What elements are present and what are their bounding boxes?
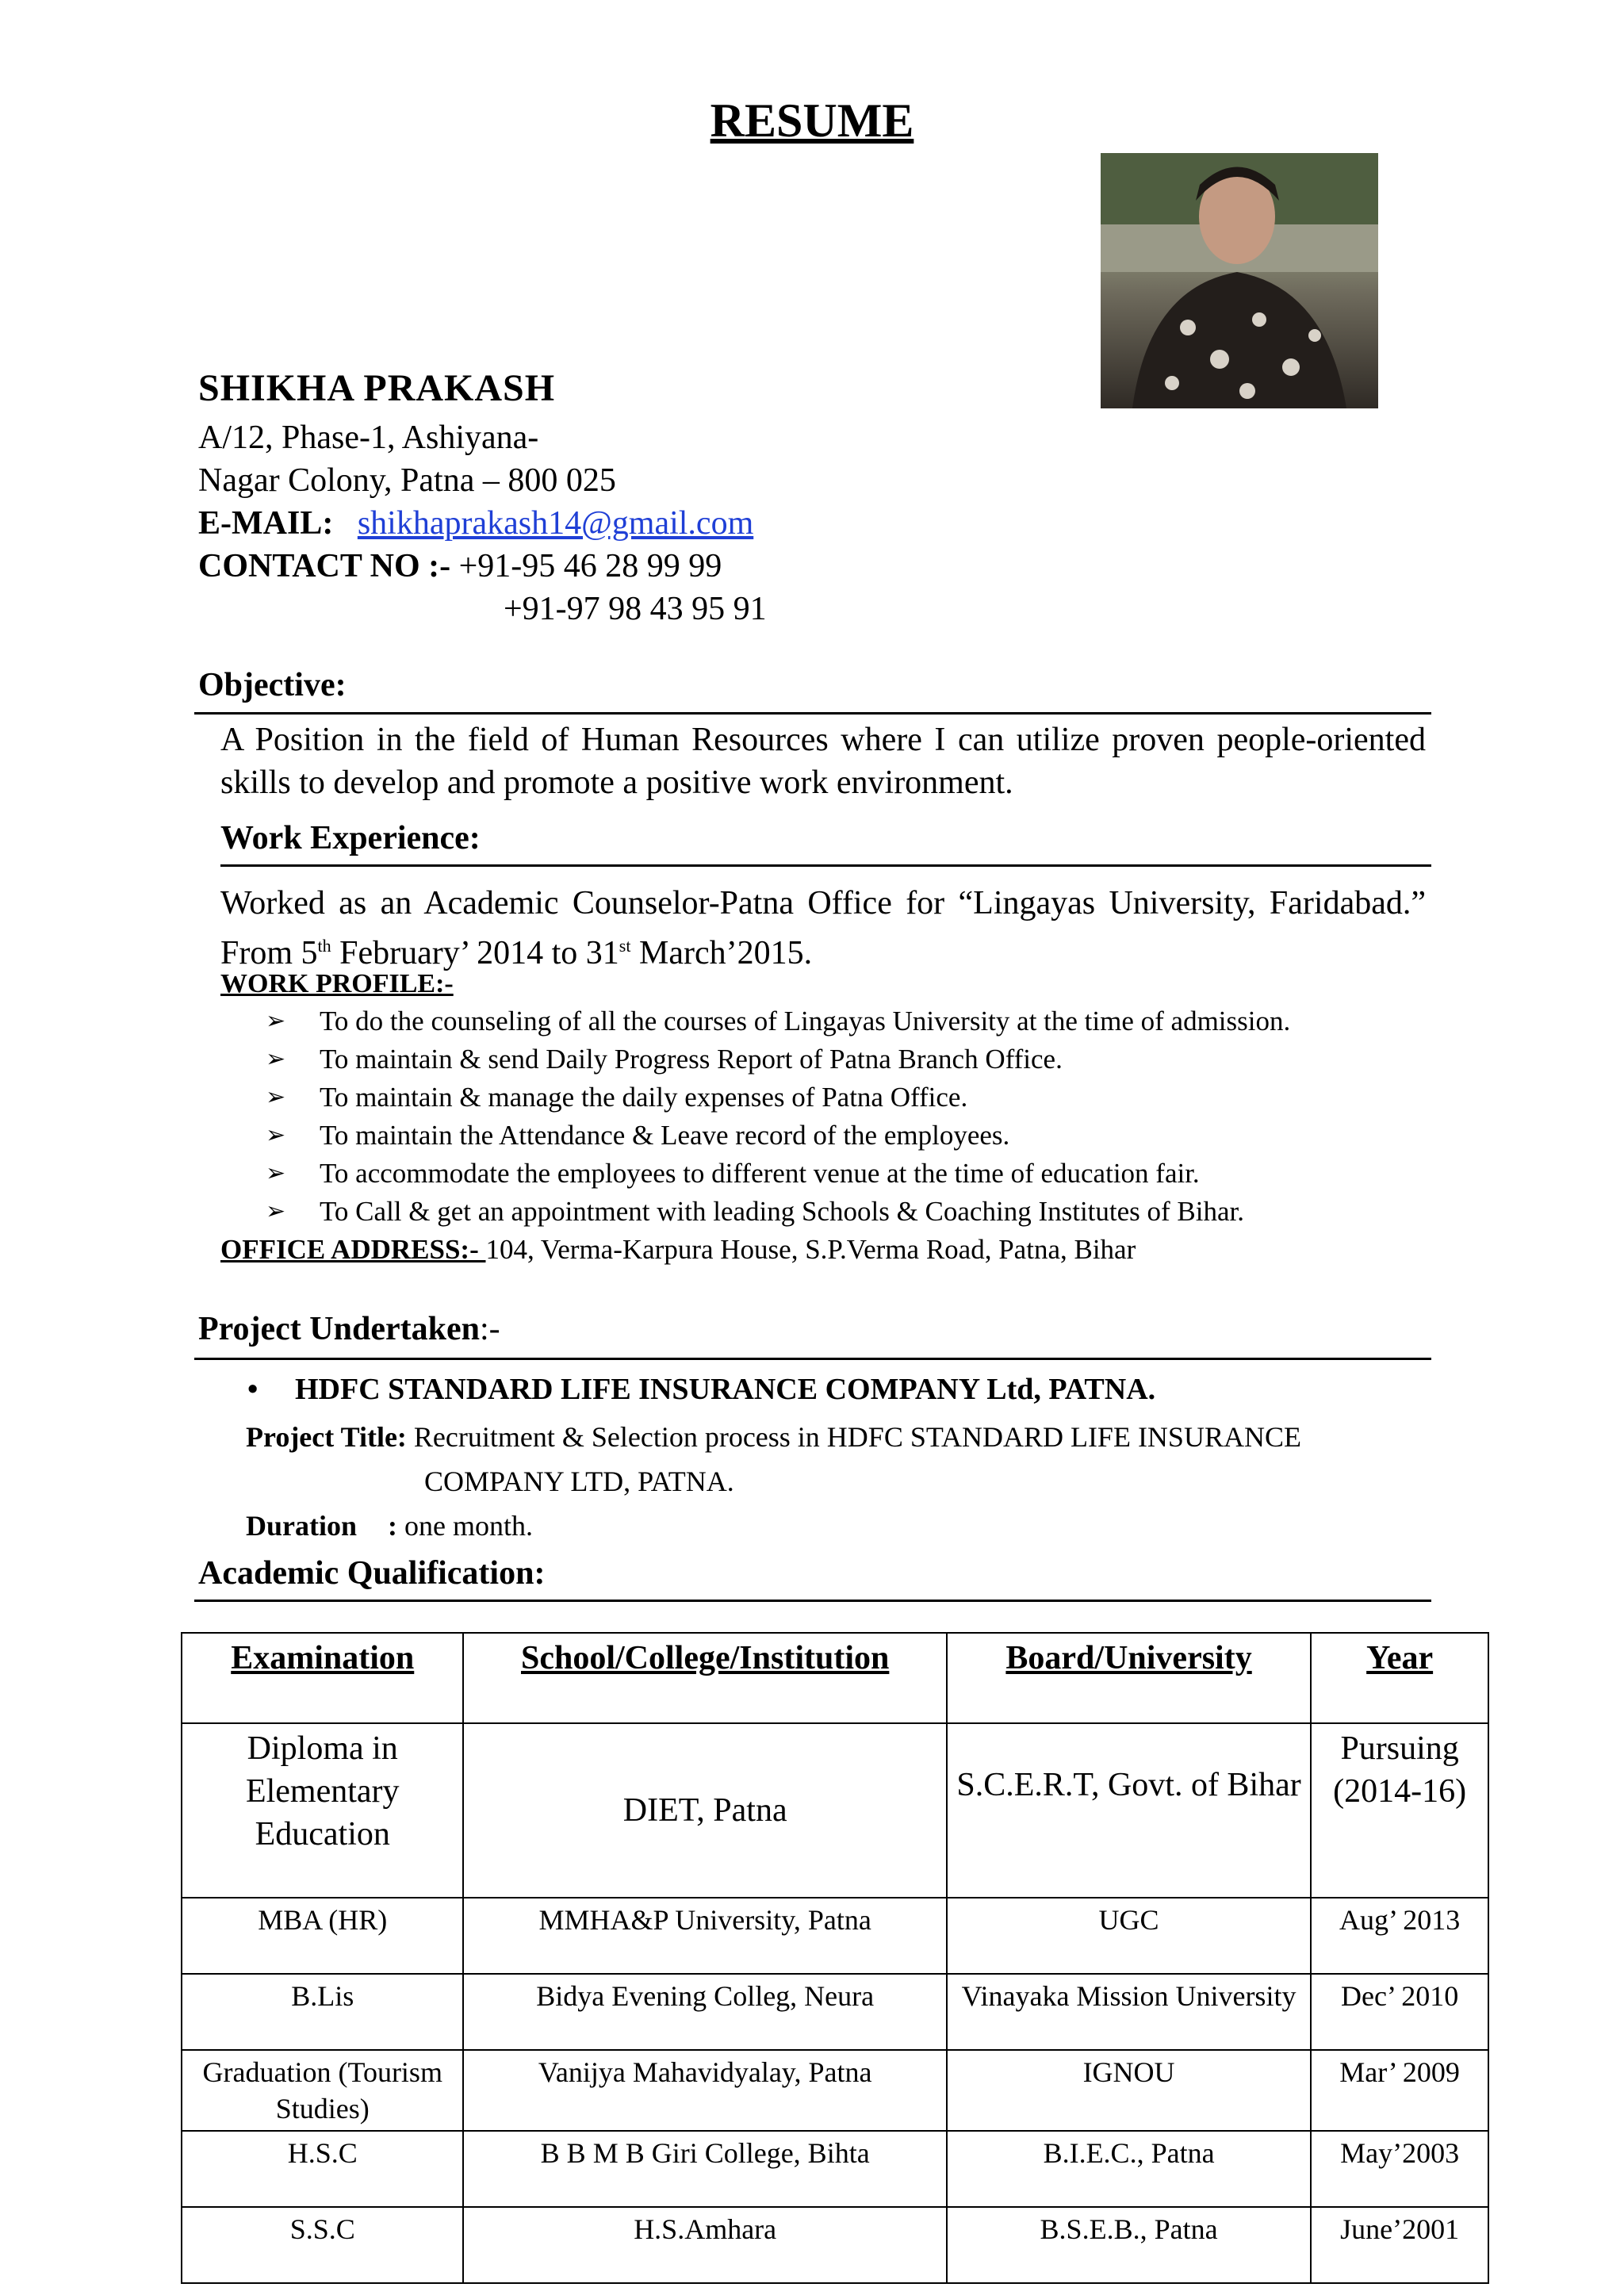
cell-institution: DIET, Patna — [463, 1723, 946, 1898]
office-address-row — [220, 1234, 1136, 1266]
list-item-text: To maintain & send Daily Progress Report of Patna Branch Office. — [320, 1044, 1063, 1075]
list-item-text: To maintain the Attendance & Leave record of the employees. — [320, 1120, 1010, 1151]
list-item — [266, 1002, 1455, 1040]
cell-institution: MMHA&P University, Patna — [463, 1898, 946, 1974]
objective-text: A Position in the field of Human Resources where I can utilize proven people-oriented skills to develop and promote a positive work environment. — [220, 722, 1426, 801]
cell-examination: B.Lis — [182, 1974, 463, 2050]
contact-row — [198, 545, 722, 588]
cell-year: Mar’ 2009 — [1311, 2050, 1488, 2131]
work-summary-sup-2: st — [619, 936, 631, 956]
candidate-name: SHIKHA PRAKASH — [198, 367, 556, 409]
arrow-bullet-icon: ➢ — [266, 1159, 286, 1187]
list-item — [266, 1193, 1455, 1231]
list-item-text: To do the counseling of all the courses of Lingayas University at the time of admission. — [320, 1006, 1291, 1036]
work-summary-part-2: February’ 2014 to 31 — [331, 935, 619, 971]
table-row — [182, 2050, 1488, 2131]
office-address-label: OFFICE ADDRESS:- — [220, 1234, 486, 1265]
bullet-dot-icon: • — [247, 1373, 259, 1406]
academic-divider — [194, 1600, 1431, 1602]
column-header-examination: Examination — [182, 1633, 463, 1723]
project-title-line-1: Recruitment & Selection process in HDFC STANDARD LIFE INSURANCE — [413, 1421, 1301, 1453]
email-row — [198, 502, 753, 545]
cell-board: B.I.E.C., Patna — [947, 2131, 1311, 2207]
cell-institution: H.S.Amhara — [463, 2207, 946, 2283]
column-header-board: Board/University — [947, 1633, 1311, 1723]
arrow-bullet-icon: ➢ — [266, 1007, 286, 1035]
cell-year: June’2001 — [1311, 2207, 1488, 2283]
duration-separator: : — [388, 1510, 398, 1542]
project-title-line-2: COMPANY LTD, PATNA. — [424, 1466, 734, 1497]
contact-label: CONTACT NO :- — [198, 548, 451, 584]
cell-board: S.C.E.R.T, Govt. of Bihar — [947, 1723, 1311, 1898]
academic-heading: Academic Qualification: — [198, 1555, 546, 1592]
work-summary-part-1: Worked as an Academic Counselor-Patna Office for “Lingayas University, Faridabad.” From 5 — [220, 885, 1426, 971]
list-item — [266, 1079, 1455, 1117]
objective-divider — [194, 712, 1431, 715]
work-summary — [220, 882, 1426, 975]
project-heading — [198, 1310, 500, 1348]
arrow-bullet-icon: ➢ — [266, 1121, 286, 1149]
cell-year: Aug’ 2013 — [1311, 1898, 1488, 1974]
arrow-bullet-icon: ➢ — [266, 1083, 286, 1111]
cell-year: Dec’ 2010 — [1311, 1974, 1488, 2050]
objective-heading: Objective: — [198, 667, 347, 703]
list-item — [266, 1040, 1455, 1079]
work-experience-heading: Work Experience: — [220, 820, 481, 856]
cell-examination: Diploma in Elementary Education — [182, 1723, 463, 1898]
resume-title: RESUME — [710, 94, 914, 147]
cell-board: UGC — [947, 1898, 1311, 1974]
address-line-2: Nagar Colony, Patna – 800 025 — [198, 462, 616, 499]
project-heading-suffix: :- — [479, 1311, 500, 1347]
cell-board: IGNOU — [947, 2050, 1311, 2131]
project-company — [247, 1372, 1155, 1407]
duration-label: Duration — [246, 1510, 358, 1542]
email-label: E-MAIL: — [198, 505, 334, 542]
cell-board: Vinayaka Mission University — [947, 1974, 1311, 2050]
project-title-row — [246, 1415, 1301, 1459]
cell-examination: Graduation (Tourism Studies) — [182, 2050, 463, 2131]
list-item-text: To maintain & manage the daily expenses of Patna Office. — [320, 1082, 968, 1113]
work-profile-list — [266, 1002, 1455, 1231]
list-item-text: To accommodate the employees to different venue at the time of education fair. — [320, 1158, 1200, 1189]
email-link[interactable]: shikhaprakash14@gmail.com — [357, 505, 754, 542]
table-row — [182, 2131, 1488, 2207]
profile-photo — [1101, 153, 1378, 408]
address-line-1: A/12, Phase-1, Ashiyana- — [198, 420, 539, 456]
duration-value: one month. — [404, 1510, 533, 1542]
cell-year: Pursuing (2014-16) — [1311, 1723, 1488, 1898]
project-divider — [194, 1358, 1431, 1360]
list-item — [266, 1155, 1455, 1193]
cell-examination: MBA (HR) — [182, 1898, 463, 1974]
table-header-row — [182, 1633, 1488, 1723]
office-address: 104, Verma-Karpura House, S.P.Verma Road, Patna, Bihar — [485, 1234, 1136, 1265]
project-company-text: HDFC STANDARD LIFE INSURANCE COMPANY Ltd, PATNA. — [295, 1373, 1156, 1406]
column-header-institution: School/College/Institution — [463, 1633, 946, 1723]
project-heading-text: Project Undertaken — [198, 1311, 480, 1347]
cell-board: B.S.E.B., Patna — [947, 2207, 1311, 2283]
phone-2: +91-97 98 43 95 91 — [504, 591, 767, 627]
table-row — [182, 1723, 1488, 1898]
arrow-bullet-icon: ➢ — [266, 1045, 286, 1073]
cell-institution: B B M B Giri College, Bihta — [463, 2131, 946, 2207]
list-item — [266, 1117, 1455, 1155]
table-row — [182, 1974, 1488, 2050]
list-item-text: To Call & get an appointment with leading Schools & Coaching Institutes of Bihar. — [320, 1196, 1245, 1227]
column-header-year: Year — [1311, 1633, 1488, 1723]
work-profile-heading: WORK PROFILE:- — [220, 969, 454, 998]
cell-institution: Vanijya Mahavidyalay, Patna — [463, 2050, 946, 2131]
work-summary-part-3: March’2015. — [630, 935, 813, 971]
arrow-bullet-icon: ➢ — [266, 1197, 286, 1225]
cell-examination: H.S.C — [182, 2131, 463, 2207]
table-row — [182, 1898, 1488, 1974]
project-duration-row — [246, 1504, 533, 1548]
work-divider — [220, 864, 1431, 867]
cell-institution: Bidya Evening Colleg, Neura — [463, 1974, 946, 2050]
phone-1: +91-95 46 28 99 99 — [458, 548, 722, 584]
work-summary-sup-1: th — [317, 936, 331, 956]
academic-table — [181, 1632, 1489, 2284]
project-title-label: Project Title: — [246, 1421, 407, 1453]
cell-examination: S.S.C — [182, 2207, 463, 2283]
table-row — [182, 2207, 1488, 2283]
cell-year: May’2003 — [1311, 2131, 1488, 2207]
